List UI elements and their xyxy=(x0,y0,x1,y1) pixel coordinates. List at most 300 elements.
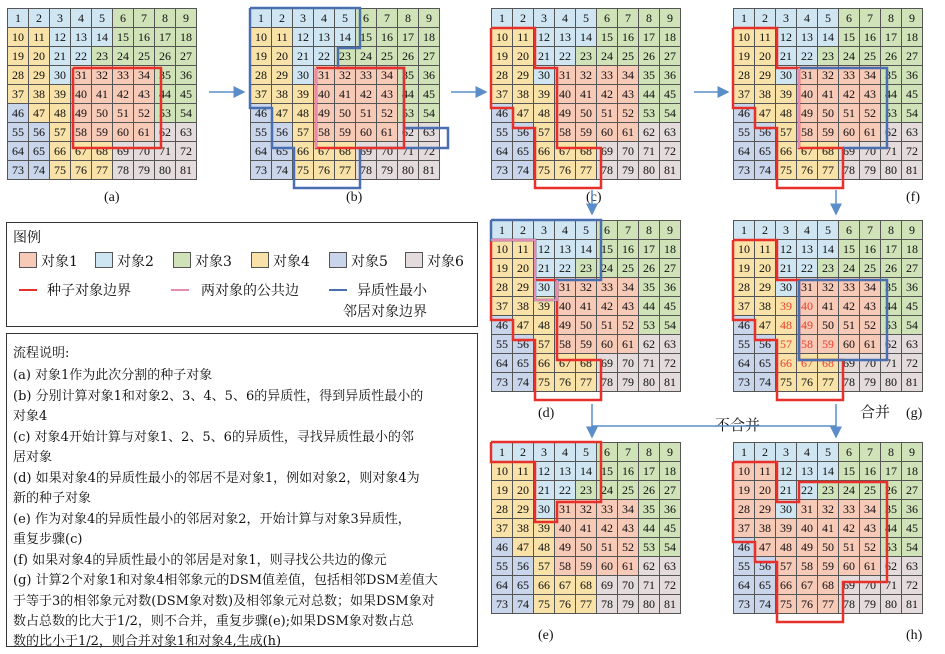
grid-cell: 1 xyxy=(734,9,755,28)
grid-cell: 16 xyxy=(860,28,881,47)
grid-cell: 10 xyxy=(8,28,29,47)
grid-cell: 48 xyxy=(776,316,797,335)
grid-cell: 55 xyxy=(251,123,272,142)
grid-cell: 28 xyxy=(492,278,513,297)
flow-line-4: 居对象 xyxy=(13,450,53,465)
grid-cell: 41 xyxy=(576,85,597,104)
grid-cell: 6 xyxy=(597,221,618,240)
grid-cell: 31 xyxy=(555,278,576,297)
grid-cell: 14 xyxy=(818,240,839,259)
grid-cell: 72 xyxy=(176,142,197,161)
grid-cell: 2 xyxy=(513,9,534,28)
grid-cell: 18 xyxy=(902,240,923,259)
grid-cell: 15 xyxy=(597,28,618,47)
grid-cell: 44 xyxy=(881,297,902,316)
caption-g: (g) xyxy=(906,406,923,421)
grid-cell: 81 xyxy=(419,161,440,180)
flow-line-9: (f) 如果对象4的异质性最小的邻居是对象1，则寻找公共边的像元 xyxy=(13,553,387,568)
grid-cell: 31 xyxy=(797,278,818,297)
grid-cell: 48 xyxy=(776,538,797,557)
grid-cell: 77 xyxy=(335,161,356,180)
grid-cell: 71 xyxy=(639,142,660,161)
grid-cell: 10 xyxy=(734,462,755,481)
grid-cell: 21 xyxy=(776,259,797,278)
grid-cell: 62 xyxy=(881,557,902,576)
grid-cell: 4 xyxy=(797,443,818,462)
grid-cell: 73 xyxy=(734,161,755,180)
grid-cell: 64 xyxy=(734,142,755,161)
legend-swatch-4 xyxy=(251,252,269,268)
grid-cell: 60 xyxy=(839,557,860,576)
grid-cell: 23 xyxy=(335,47,356,66)
flow-line-1: (b) 分别计算对象1和对象2、3、4、5、6的异质性，得到异质性最小的 xyxy=(13,389,424,404)
grid-cell: 48 xyxy=(534,316,555,335)
grid-cell: 40 xyxy=(555,297,576,316)
grid-cell: 31 xyxy=(797,66,818,85)
grid-cell: 52 xyxy=(860,316,881,335)
grid-cell: 29 xyxy=(755,66,776,85)
grid-cell: 22 xyxy=(797,47,818,66)
grid-cell: 8 xyxy=(398,9,419,28)
grid-cell: 55 xyxy=(8,123,29,142)
flow-line-3: (c) 对象4开始计算与对象1、2、5、6的异质性，寻找异质性最小的邻 xyxy=(13,430,414,445)
grid-cell: 5 xyxy=(576,221,597,240)
grid-cell: 70 xyxy=(860,576,881,595)
grid-cell: 45 xyxy=(419,85,440,104)
grid-cell: 27 xyxy=(660,481,681,500)
grid-cell: 17 xyxy=(639,28,660,47)
grid-cell: 33 xyxy=(113,66,134,85)
grid-cell: 20 xyxy=(513,259,534,278)
grid-cell: 42 xyxy=(113,85,134,104)
grid-cell: 77 xyxy=(818,595,839,614)
grid-cell: 68 xyxy=(818,142,839,161)
grid-cell: 44 xyxy=(881,519,902,538)
grid-cell: 55 xyxy=(492,557,513,576)
grid-cell: 52 xyxy=(618,316,639,335)
grid-cell: 58 xyxy=(555,335,576,354)
grid-cell: 59 xyxy=(92,123,113,142)
grid-cell: 66 xyxy=(534,142,555,161)
grid-cell: 43 xyxy=(377,85,398,104)
grid-cell: 14 xyxy=(818,28,839,47)
grid-cell: 30 xyxy=(534,66,555,85)
grid-cell: 44 xyxy=(639,85,660,104)
grid-cell: 46 xyxy=(492,316,513,335)
grid-cell: 45 xyxy=(660,297,681,316)
grid-cell: 64 xyxy=(492,354,513,373)
grid-cell: 18 xyxy=(902,462,923,481)
grid-cell: 56 xyxy=(755,335,776,354)
flow-line-6: 新的种子对象 xyxy=(13,491,92,506)
grid-cell: 39 xyxy=(534,519,555,538)
grid-cell: 10 xyxy=(251,28,272,47)
grid-cell: 48 xyxy=(50,104,71,123)
grid-cell: 72 xyxy=(660,576,681,595)
grid-cell: 18 xyxy=(176,28,197,47)
grid-cell: 79 xyxy=(618,161,639,180)
grid-cell: 25 xyxy=(860,47,881,66)
grid-cell: 17 xyxy=(398,28,419,47)
grid-cell: 50 xyxy=(818,538,839,557)
grid-cell: 19 xyxy=(492,481,513,500)
grid-cell: 73 xyxy=(492,161,513,180)
legend-text-common: 两对象的公共边 xyxy=(201,283,299,299)
grid-cell: 68 xyxy=(818,354,839,373)
label-merge: 合并 xyxy=(860,403,891,421)
grid-cell: 75 xyxy=(534,595,555,614)
grid-cell: 67 xyxy=(797,354,818,373)
grid-cell: 46 xyxy=(492,104,513,123)
grid-cell: 5 xyxy=(576,443,597,462)
grid-cell: 11 xyxy=(755,28,776,47)
grid-cell: 80 xyxy=(155,161,176,180)
grid-cell: 2 xyxy=(755,443,776,462)
grid-cell: 58 xyxy=(797,123,818,142)
grid-cell: 13 xyxy=(71,28,92,47)
grid-cell: 50 xyxy=(576,316,597,335)
grid-cell: 4 xyxy=(797,9,818,28)
grid-cell: 33 xyxy=(839,500,860,519)
grid-cell: 53 xyxy=(881,104,902,123)
grid-cell: 45 xyxy=(660,85,681,104)
grid-cell: 63 xyxy=(419,123,440,142)
grid-cell: 15 xyxy=(113,28,134,47)
legend-text-seed: 种子对象边界 xyxy=(47,283,131,299)
legend-swatch-3 xyxy=(173,252,191,268)
grid-cell: 66 xyxy=(293,142,314,161)
grid-cell: 29 xyxy=(513,66,534,85)
grid-cell: 54 xyxy=(660,316,681,335)
grid-cell: 11 xyxy=(29,28,50,47)
grid-cell: 59 xyxy=(576,123,597,142)
grid-cell: 22 xyxy=(555,259,576,278)
grid-cell: 27 xyxy=(176,47,197,66)
grid-cell: 39 xyxy=(776,85,797,104)
grid-cell: 40 xyxy=(555,85,576,104)
grid-cell: 7 xyxy=(860,9,881,28)
grid-cell: 31 xyxy=(797,500,818,519)
grid-cell: 9 xyxy=(176,9,197,28)
grid-cell: 29 xyxy=(513,278,534,297)
grid-cell: 57 xyxy=(776,123,797,142)
grid-cell: 32 xyxy=(818,278,839,297)
grid-cell: 39 xyxy=(293,85,314,104)
caption-d: (d) xyxy=(538,406,555,421)
grid-cell: 62 xyxy=(639,335,660,354)
grid-cell: 69 xyxy=(597,576,618,595)
grid-cell: 65 xyxy=(513,576,534,595)
grid-cell: 42 xyxy=(597,297,618,316)
grid-cell: 73 xyxy=(734,595,755,614)
grid-cell: 57 xyxy=(776,335,797,354)
grid-cell: 42 xyxy=(839,297,860,316)
legend-label-5: 对象5 xyxy=(351,254,388,270)
grid-cell: 35 xyxy=(639,66,660,85)
grid-cell: 45 xyxy=(660,519,681,538)
grid-cell: 6 xyxy=(839,221,860,240)
grid-cell: 3 xyxy=(776,9,797,28)
grid-cell: 16 xyxy=(377,28,398,47)
grid-cell: 34 xyxy=(618,66,639,85)
grid-cell: 69 xyxy=(839,576,860,595)
grid-cell: 43 xyxy=(860,85,881,104)
grid-cell: 33 xyxy=(597,500,618,519)
grid-cell: 78 xyxy=(356,161,377,180)
grid-cell: 40 xyxy=(71,85,92,104)
grid-g xyxy=(733,220,923,392)
grid-cell: 7 xyxy=(618,9,639,28)
grid-cell: 71 xyxy=(398,142,419,161)
grid-cell: 34 xyxy=(134,66,155,85)
grid-cell: 52 xyxy=(618,104,639,123)
grid-cell: 78 xyxy=(597,373,618,392)
flow-title: 流程说明: xyxy=(13,346,70,361)
grid-cell: 79 xyxy=(134,161,155,180)
grid-cell: 69 xyxy=(839,142,860,161)
grid-cell: 3 xyxy=(293,9,314,28)
grid-cell: 24 xyxy=(597,259,618,278)
grid-cell: 68 xyxy=(92,142,113,161)
grid-cell: 12 xyxy=(534,240,555,259)
grid-cell: 79 xyxy=(377,161,398,180)
grid-cell: 75 xyxy=(776,595,797,614)
grid-cell: 80 xyxy=(639,373,660,392)
grid-cell: 16 xyxy=(860,240,881,259)
legend-label-6: 对象6 xyxy=(427,254,464,270)
grid-cell: 50 xyxy=(576,538,597,557)
grid-cell: 15 xyxy=(839,28,860,47)
grid-cell: 8 xyxy=(881,9,902,28)
grid-cell: 65 xyxy=(755,576,776,595)
grid-cell: 7 xyxy=(618,443,639,462)
grid-cell: 34 xyxy=(860,500,881,519)
grid-cell: 7 xyxy=(618,221,639,240)
grid-cell: 74 xyxy=(272,161,293,180)
grid-cell: 8 xyxy=(639,221,660,240)
grid-cell: 11 xyxy=(513,240,534,259)
grid-cell: 57 xyxy=(50,123,71,142)
grid-cell: 77 xyxy=(818,373,839,392)
grid-cell: 69 xyxy=(597,354,618,373)
grid-cell: 42 xyxy=(839,85,860,104)
grid-cell: 27 xyxy=(902,481,923,500)
grid-cell: 65 xyxy=(29,142,50,161)
grid-cell: 41 xyxy=(818,85,839,104)
grid-cell: 14 xyxy=(335,28,356,47)
grid-cell: 15 xyxy=(839,240,860,259)
grid-cell: 81 xyxy=(902,161,923,180)
grid-cell: 37 xyxy=(492,519,513,538)
grid-cell: 45 xyxy=(902,519,923,538)
grid-cell: 12 xyxy=(534,28,555,47)
grid-cell: 43 xyxy=(134,85,155,104)
grid-cell: 23 xyxy=(576,259,597,278)
grid-cell: 40 xyxy=(797,297,818,316)
grid-cell: 57 xyxy=(534,557,555,576)
grid-cell: 30 xyxy=(534,278,555,297)
arrow-split-line xyxy=(592,404,836,426)
grid-cell: 22 xyxy=(797,259,818,278)
grid-cell: 28 xyxy=(734,278,755,297)
grid-cell: 56 xyxy=(755,123,776,142)
grid-cell: 31 xyxy=(314,66,335,85)
grid-cell: 28 xyxy=(734,500,755,519)
grid-cell: 3 xyxy=(534,9,555,28)
grid-cell: 81 xyxy=(660,161,681,180)
grid-cell: 65 xyxy=(755,354,776,373)
grid-cell: 15 xyxy=(356,28,377,47)
grid-cell: 47 xyxy=(513,538,534,557)
grid-cell: 5 xyxy=(818,9,839,28)
grid-cell: 52 xyxy=(860,538,881,557)
grid-cell: 70 xyxy=(618,354,639,373)
grid-cell: 5 xyxy=(576,9,597,28)
grid-cell: 5 xyxy=(335,9,356,28)
grid-cell: 46 xyxy=(734,104,755,123)
grid-cell: 41 xyxy=(92,85,113,104)
grid-cell: 61 xyxy=(377,123,398,142)
grid-cell: 45 xyxy=(902,297,923,316)
grid-cell: 61 xyxy=(860,123,881,142)
grid-cell: 75 xyxy=(50,161,71,180)
legend-swatch-1 xyxy=(19,252,37,268)
grid-cell: 3 xyxy=(534,443,555,462)
legend-text-neighbor-2: 邻居对象边界 xyxy=(343,304,427,320)
grid-cell: 21 xyxy=(534,47,555,66)
grid-cell: 48 xyxy=(776,104,797,123)
grid-cell: 17 xyxy=(639,240,660,259)
flow-line-2: 对象4 xyxy=(13,409,48,424)
grid-cell: 47 xyxy=(755,538,776,557)
grid-cell: 10 xyxy=(492,28,513,47)
grid-cell: 49 xyxy=(555,316,576,335)
grid-cell: 61 xyxy=(860,335,881,354)
legend-swatch-6 xyxy=(405,252,423,268)
grid-cell: 81 xyxy=(176,161,197,180)
grid-cell: 46 xyxy=(492,538,513,557)
grid-cell: 6 xyxy=(597,9,618,28)
grid-cell: 2 xyxy=(29,9,50,28)
grid-cell: 66 xyxy=(776,142,797,161)
grid-cell: 13 xyxy=(555,240,576,259)
grid-cell: 16 xyxy=(618,462,639,481)
grid-cell: 67 xyxy=(555,354,576,373)
grid-cell: 71 xyxy=(881,354,902,373)
grid-cell: 66 xyxy=(534,354,555,373)
grid-cell: 6 xyxy=(597,443,618,462)
grid-cell: 78 xyxy=(113,161,134,180)
grid-cell: 58 xyxy=(71,123,92,142)
grid-cell: 58 xyxy=(555,557,576,576)
grid-cell: 77 xyxy=(576,161,597,180)
grid-cell: 62 xyxy=(881,123,902,142)
grid-cell: 65 xyxy=(755,142,776,161)
grid-cell: 15 xyxy=(597,462,618,481)
grid-cell: 51 xyxy=(597,538,618,557)
grid-cell: 69 xyxy=(839,354,860,373)
grid-cell: 49 xyxy=(314,104,335,123)
grid-cell: 28 xyxy=(8,66,29,85)
grid-cell: 19 xyxy=(734,47,755,66)
grid-cell: 16 xyxy=(860,462,881,481)
grid-cell: 13 xyxy=(555,28,576,47)
grid-cell: 31 xyxy=(71,66,92,85)
grid-cell: 53 xyxy=(639,316,660,335)
grid-cell: 74 xyxy=(755,595,776,614)
grid-cell: 9 xyxy=(660,9,681,28)
grid-cell: 53 xyxy=(155,104,176,123)
grid-cell: 22 xyxy=(314,47,335,66)
grid-cell: 8 xyxy=(639,9,660,28)
grid-cell: 59 xyxy=(335,123,356,142)
grid-cell: 40 xyxy=(797,519,818,538)
grid-cell: 46 xyxy=(734,538,755,557)
grid-cell: 48 xyxy=(534,104,555,123)
grid-cell: 78 xyxy=(597,161,618,180)
grid-cell: 49 xyxy=(555,538,576,557)
grid-cell: 21 xyxy=(534,259,555,278)
grid-cell: 71 xyxy=(881,576,902,595)
grid-cell: 55 xyxy=(734,123,755,142)
grid-cell: 33 xyxy=(356,66,377,85)
grid-cell: 2 xyxy=(272,9,293,28)
grid-cell: 57 xyxy=(534,123,555,142)
grid-cell: 50 xyxy=(818,316,839,335)
grid-cell: 38 xyxy=(513,85,534,104)
grid-cell: 77 xyxy=(818,161,839,180)
grid-cell: 37 xyxy=(251,85,272,104)
grid-cell: 62 xyxy=(639,557,660,576)
grid-cell: 75 xyxy=(293,161,314,180)
grid-cell: 3 xyxy=(534,221,555,240)
grid-cell: 11 xyxy=(272,28,293,47)
flow-box xyxy=(6,333,478,647)
grid-cell: 60 xyxy=(597,123,618,142)
grid-cell: 5 xyxy=(818,221,839,240)
grid-cell: 79 xyxy=(860,373,881,392)
grid-cell: 61 xyxy=(618,123,639,142)
grid-cell: 14 xyxy=(576,462,597,481)
grid-cell: 37 xyxy=(734,519,755,538)
grid-cell: 12 xyxy=(534,462,555,481)
grid-cell: 54 xyxy=(176,104,197,123)
grid-cell: 62 xyxy=(398,123,419,142)
grid-cell: 54 xyxy=(902,104,923,123)
grid-cell: 21 xyxy=(776,47,797,66)
grid-cell: 36 xyxy=(902,500,923,519)
grid-cell: 54 xyxy=(660,104,681,123)
grid-cell: 57 xyxy=(776,557,797,576)
grid-cell: 20 xyxy=(513,481,534,500)
grid-cell: 30 xyxy=(776,500,797,519)
grid-cell: 73 xyxy=(251,161,272,180)
grid-cell: 80 xyxy=(639,161,660,180)
grid-cell: 34 xyxy=(377,66,398,85)
grid-cell: 1 xyxy=(492,9,513,28)
grid-cell: 7 xyxy=(134,9,155,28)
grid-cell: 29 xyxy=(755,278,776,297)
grid-cell: 6 xyxy=(839,9,860,28)
legend-label-4: 对象4 xyxy=(273,254,310,270)
grid-cell: 1 xyxy=(734,221,755,240)
grid-cell: 78 xyxy=(839,161,860,180)
grid-cell: 13 xyxy=(797,28,818,47)
grid-cell: 68 xyxy=(818,576,839,595)
grid-cell: 38 xyxy=(513,519,534,538)
legend-line-neighbor xyxy=(329,289,347,291)
grid-cell: 59 xyxy=(818,123,839,142)
